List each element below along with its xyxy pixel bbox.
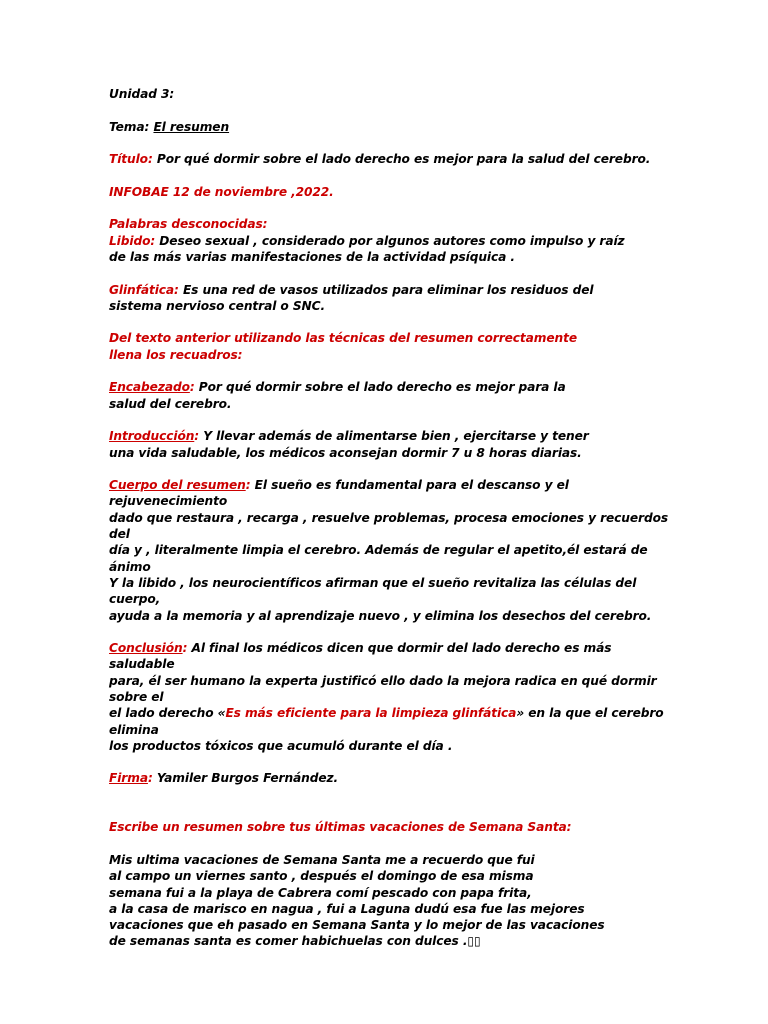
signature-value: Yamiler Burgos Fernández. <box>156 771 339 786</box>
header-section <box>109 379 669 412</box>
conclusion-quote: Es más eficiente para la limpieza glinfática <box>225 706 517 721</box>
header-line-1: Por qué dormir sobre el lado derecho es mejor para la <box>198 380 566 395</box>
libido-label: Libido: <box>109 233 160 248</box>
body-line-3: día y , literalmente limpia el cerebro. Además de regular el apetito,él estará de ánimo <box>109 543 648 574</box>
instruction-line-2: llena los recuadros: <box>109 347 243 362</box>
unit-heading: Unidad 3: <box>109 87 175 101</box>
body-line-4: Y la libido , los neurocientíficos afirman que el sueño revitaliza las células del cuerpo, <box>109 575 637 607</box>
header-label: Encabezado <box>109 380 190 395</box>
conclusion-line-2: para, él ser humano la experta justificó ello dado la mejora radica en qué dormir sobre el <box>109 673 657 704</box>
header-line-2: salud del cerebro. <box>109 396 232 411</box>
glinfatica-label: Glinfática: <box>109 282 183 297</box>
instruction <box>109 330 669 363</box>
vacation-line: a la casa de marisco en nagua , fui a Laguna dudú esa fue las mejores <box>109 901 585 916</box>
introduction-section <box>109 428 669 461</box>
body-colon: : <box>245 478 255 493</box>
topic-line <box>109 119 669 135</box>
body-line-2: dado que restaura , recarga , resuelve problemas, procesa emociones y recuerdos del <box>109 510 668 542</box>
conclusion-line-4: los productos tóxicos que acumuló durante el día . <box>109 738 453 753</box>
signature-line <box>109 770 669 786</box>
vacation-heading: Escribe un resumen sobre tus últimas vacaciones de Semana Santa: <box>109 820 572 835</box>
body-line-5: ayuda a la memoria y al aprendizaje nuevo , y elimina los desechos del cerebro. <box>109 608 652 623</box>
vacation-line: Mis ultima vacaciones de Semana Santa me a recuerdo que fui <box>109 852 535 867</box>
unknown-words-heading: Palabras desconocidas: <box>109 217 268 232</box>
body-line-1: El sueño es fundamental para el descanso y el rejuvenecimiento <box>109 478 569 509</box>
signature-colon: : <box>147 771 157 786</box>
glinfatica-line-1: Es una red de vasos utilizados para eliminar los residuos del <box>182 282 594 297</box>
topic-label: Tema: <box>109 119 154 134</box>
signature-label: Firma <box>109 771 148 786</box>
vacation-line: al campo un viernes santo , después el domingo de esa misma <box>109 869 534 884</box>
vacation-line: vacaciones que eh pasado en Semana Santa y lo mejor de las vacaciones <box>109 918 605 933</box>
conclusion-label: Conclusión <box>109 641 183 656</box>
introduction-colon: : <box>194 429 204 444</box>
vacation-summary <box>109 852 669 950</box>
introduction-line-1: Y llevar además de alimentarse bien , ejercitarse y tener <box>203 429 589 444</box>
title-line <box>109 151 669 167</box>
conclusion-line-3-pre: el lado derecho « <box>109 706 226 721</box>
topic-value: El resumen <box>153 119 230 134</box>
glinfatica-definition <box>109 282 669 315</box>
title-value: Por qué dormir sobre el lado derecho es mejor para la salud del cerebro. <box>156 152 651 167</box>
conclusion-section <box>109 640 669 754</box>
conclusion-line-3-post: » en la que el cerebro elimina <box>109 706 664 737</box>
title-label: Título: <box>109 152 157 167</box>
conclusion-line-3 <box>109 705 669 738</box>
instruction-line-1: Del texto anterior utilizando las técnicas del resumen correctamente <box>109 331 577 346</box>
document-body <box>109 86 669 950</box>
conclusion-line-1: Al final los médicos dicen que dormir del lado derecho es más saludable <box>109 641 612 672</box>
vacation-line: semana fui a la playa de Cabrera comí pescado con papa frita, <box>109 885 532 900</box>
libido-definition <box>109 233 669 266</box>
header-colon: : <box>189 380 199 395</box>
introduction-line-2: una vida saludable, los médicos aconsejan dormir 7 u 8 horas diarias. <box>109 445 582 460</box>
body-section <box>109 477 669 624</box>
glinfatica-line-2: sistema nervioso central o SNC. <box>109 298 325 313</box>
libido-line-2: de las más varias manifestaciones de la actividad psíquica . <box>109 249 515 264</box>
conclusion-colon: : <box>182 641 192 656</box>
body-label: Cuerpo del resumen <box>109 478 246 493</box>
introduction-label: Introducción <box>109 429 195 444</box>
vacation-line: de semanas santa es comer habichuelas con dulces .▯▯ <box>109 934 481 949</box>
source-line: INFOBAE 12 de noviembre ,2022. <box>109 184 334 199</box>
libido-line-1: Deseo sexual , considerado por algunos autores como impulso y raíz <box>159 233 625 248</box>
